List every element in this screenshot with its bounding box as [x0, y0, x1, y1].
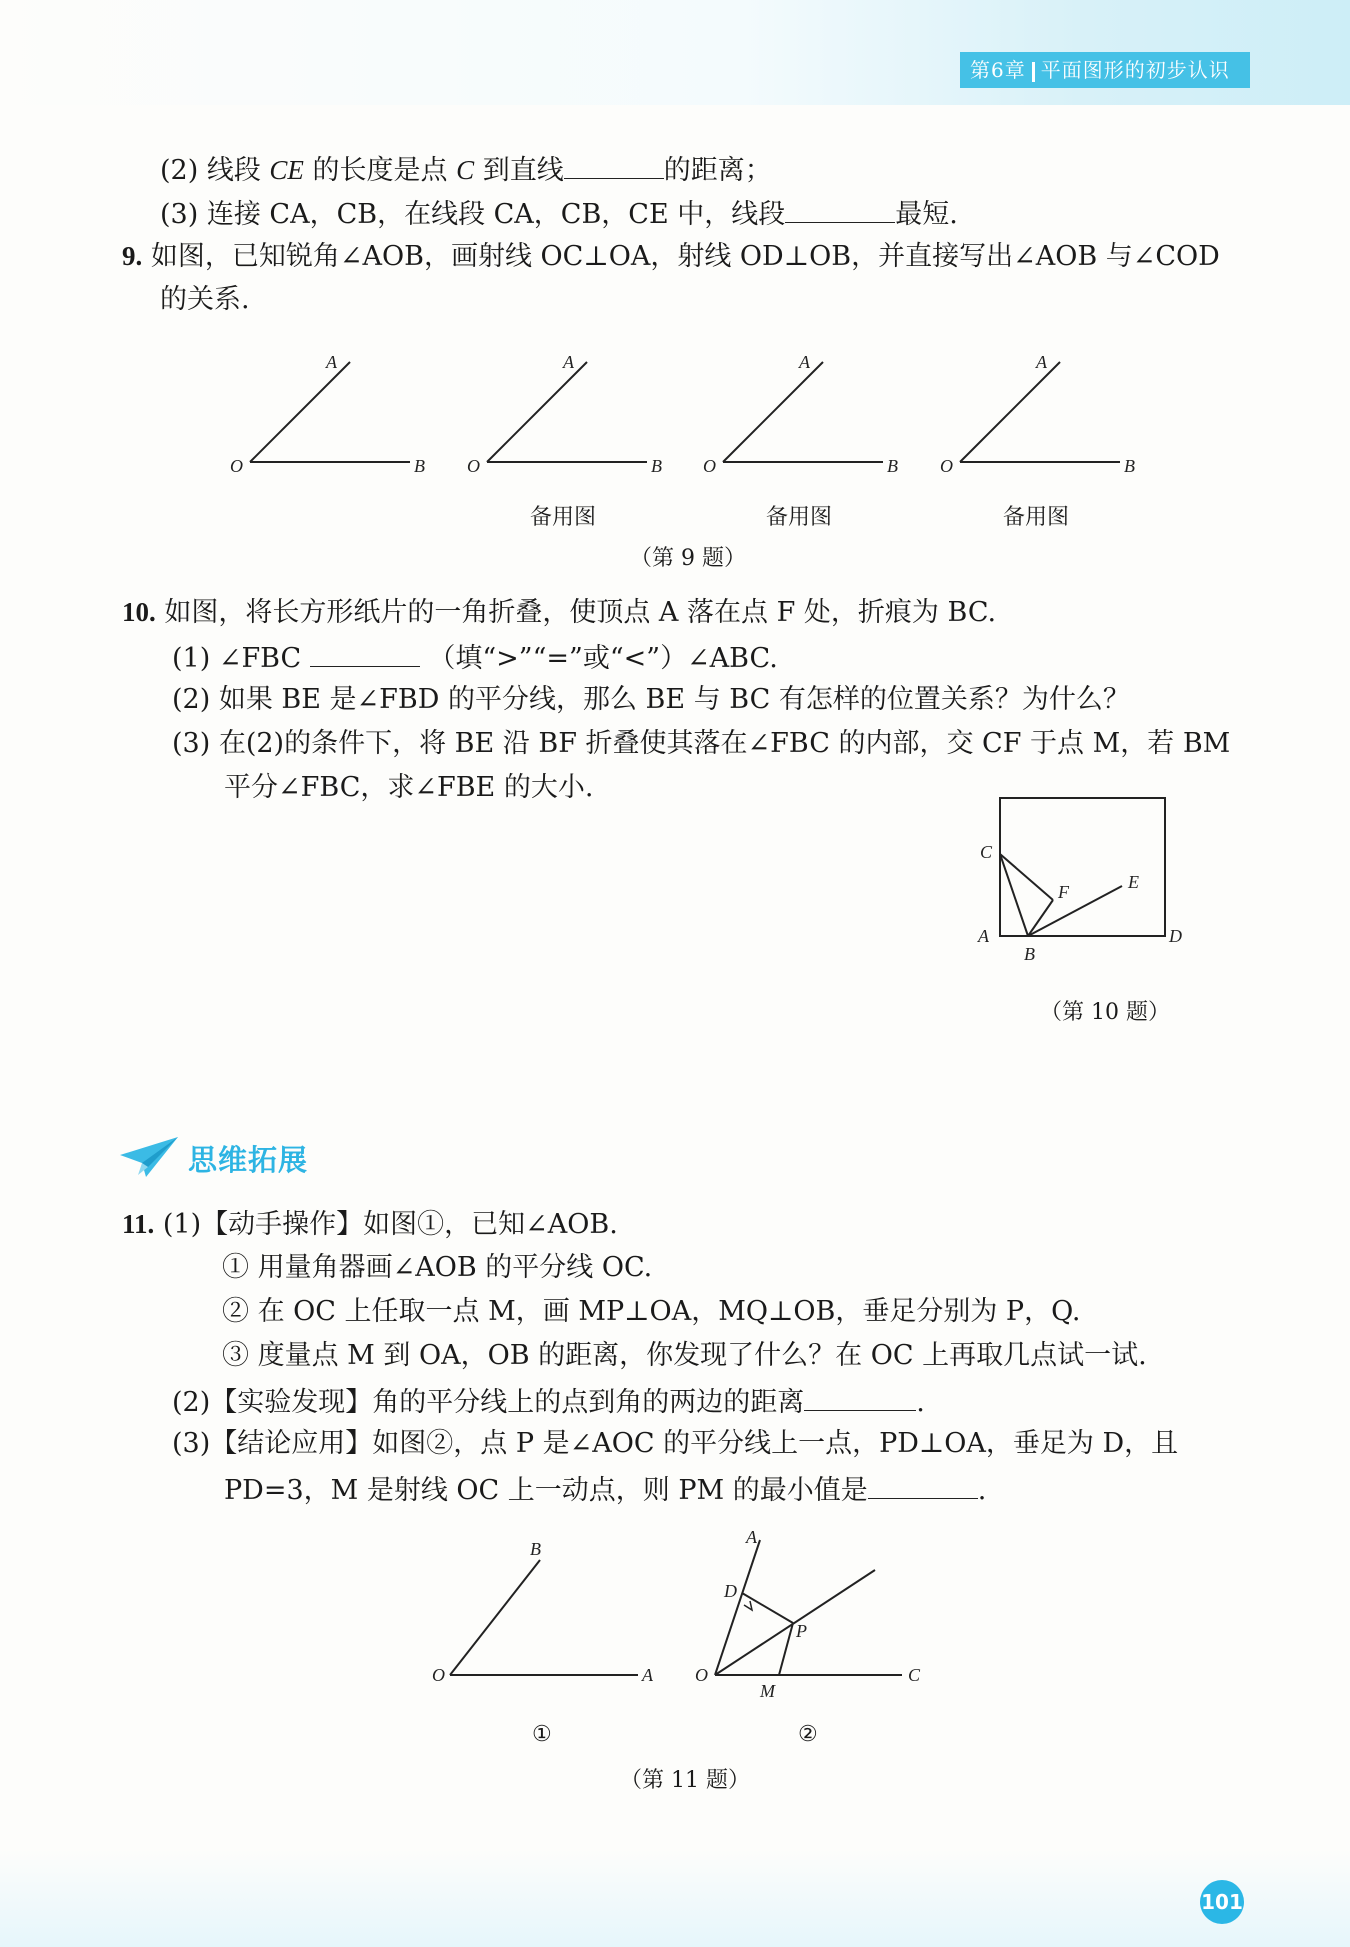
q11-fig1-caption: ①	[532, 1722, 552, 1747]
q10-part3-line1: (3) 在(2)的条件下，将 BE 沿 BF 折叠使其落在∠FBC 的内部，交 CF 于点 M，若 BM	[172, 728, 1231, 759]
q9-line2: 的关系.	[160, 284, 250, 315]
svg-text:A: A	[1036, 352, 1047, 372]
svg-text:C: C	[908, 1665, 921, 1685]
svg-text:O: O	[467, 456, 480, 476]
spare-caption-3: 备用图	[1003, 505, 1070, 530]
svg-text:O: O	[703, 456, 716, 476]
q11-figure-1	[420, 1535, 670, 1685]
svg-text:D: D	[724, 1581, 737, 1601]
q9-angle-3	[703, 352, 898, 476]
q10-stem: 10. 如图，将长方形纸片的一角折叠，使顶点 A 落在点 F 处，折痕为 BC.	[122, 597, 997, 628]
q10-part1: (1) ∠FBC （填“>”“=”或“<”）∠ABC.	[172, 638, 778, 677]
answer-blank[interactable]	[564, 150, 664, 179]
spare-caption-1: 备用图	[530, 505, 597, 530]
section-title: 思维拓展	[188, 1143, 309, 1177]
page-number: 101	[1200, 1880, 1244, 1924]
svg-text:D: D	[1169, 926, 1182, 946]
q11-line4: ③ 度量点 M 到 OA，OB 的距离，你发现了什么？在 OC 上再取几点试一试.	[222, 1340, 1147, 1371]
svg-text:A: A	[799, 352, 810, 372]
svg-text:F: F	[1058, 882, 1069, 902]
q9-angle-4	[940, 352, 1135, 476]
q9-angle-1	[230, 352, 425, 476]
svg-text:B: B	[414, 456, 425, 476]
svg-text:B: B	[1124, 456, 1135, 476]
svg-text:A: A	[563, 352, 574, 372]
answer-blank[interactable]	[804, 1382, 916, 1411]
q11-line2: ① 用量角器画∠AOB 的平分线 OC.	[222, 1252, 653, 1283]
answer-blank[interactable]	[310, 638, 420, 667]
svg-text:A: A	[978, 926, 989, 946]
q11-line1: 11. (1)【动手操作】如图①，已知∠AOB.	[122, 1209, 618, 1240]
chapter-number: 第6章	[970, 58, 1026, 82]
svg-text:A: A	[326, 352, 337, 372]
svg-text:B: B	[1024, 944, 1035, 964]
chapter-title: 平面图形的初步认识	[1040, 58, 1230, 82]
q9-line1: 9. 如图，已知锐角∠AOB，画射线 OC⊥OA，射线 OD⊥OB，并直接写出∠AOB 与∠COD	[122, 241, 1220, 272]
q9-figures	[0, 350, 1350, 480]
chapter-tag	[960, 52, 1250, 88]
svg-text:B: B	[887, 456, 898, 476]
answer-blank[interactable]	[785, 194, 895, 223]
q8-part2: (2) 线段 CE 的长度是点 C 到直线 的距离；	[160, 150, 772, 189]
svg-text:O: O	[695, 1665, 708, 1685]
q10-caption: （第 10 题）	[1040, 1000, 1170, 1025]
q8-part3: (3) 连接 CA，CB，在线段 CA，CB，CE 中，线段 最短.	[160, 194, 958, 233]
svg-text:A: A	[746, 1527, 757, 1547]
q11-line5: (2)【实验发现】角的平分线上的点到角的两边的距离 .	[172, 1382, 925, 1421]
svg-text:A: A	[642, 1665, 653, 1685]
q11-line3: ② 在 OC 上任取一点 M，画 MP⊥OA，MQ⊥OB，垂足分别为 P，Q.	[222, 1296, 1081, 1327]
q11-line6: (3)【结论应用】如图②，点 P 是∠AOC 的平分线上一点，PD⊥OA，垂足为 D，且	[172, 1428, 1179, 1459]
q11-line7: PD=3，M 是射线 OC 上一动点，则 PM 的最小值是 .	[224, 1470, 986, 1509]
svg-text:C: C	[980, 842, 993, 862]
paper-plane-icon	[118, 1135, 180, 1185]
svg-text:E: E	[1128, 872, 1139, 892]
svg-text:P: P	[796, 1621, 807, 1641]
svg-text:M: M	[760, 1681, 775, 1701]
q10-part2: (2) 如果 BE 是∠FBD 的平分线，那么 BE 与 BC 有怎样的位置关系？为什么？	[172, 684, 1130, 715]
answer-blank[interactable]	[868, 1470, 978, 1499]
q9-angle-2	[467, 352, 662, 476]
q11-figure-2	[680, 1527, 960, 1701]
q10-figure	[960, 790, 1220, 970]
svg-text:O: O	[432, 1665, 445, 1685]
svg-text:O: O	[940, 456, 953, 476]
q10-part3-line2: 平分∠FBC，求∠FBE 的大小.	[224, 772, 594, 803]
svg-text:B: B	[530, 1539, 541, 1559]
svg-text:B: B	[651, 456, 662, 476]
q9-caption: （第 9 题）	[630, 546, 746, 571]
spare-caption-2: 备用图	[766, 505, 833, 530]
q11-fig2-caption: ②	[798, 1722, 818, 1747]
svg-text:O: O	[230, 456, 243, 476]
footer-band	[0, 1850, 1350, 1947]
q11-caption: （第 11 题）	[620, 1768, 750, 1793]
